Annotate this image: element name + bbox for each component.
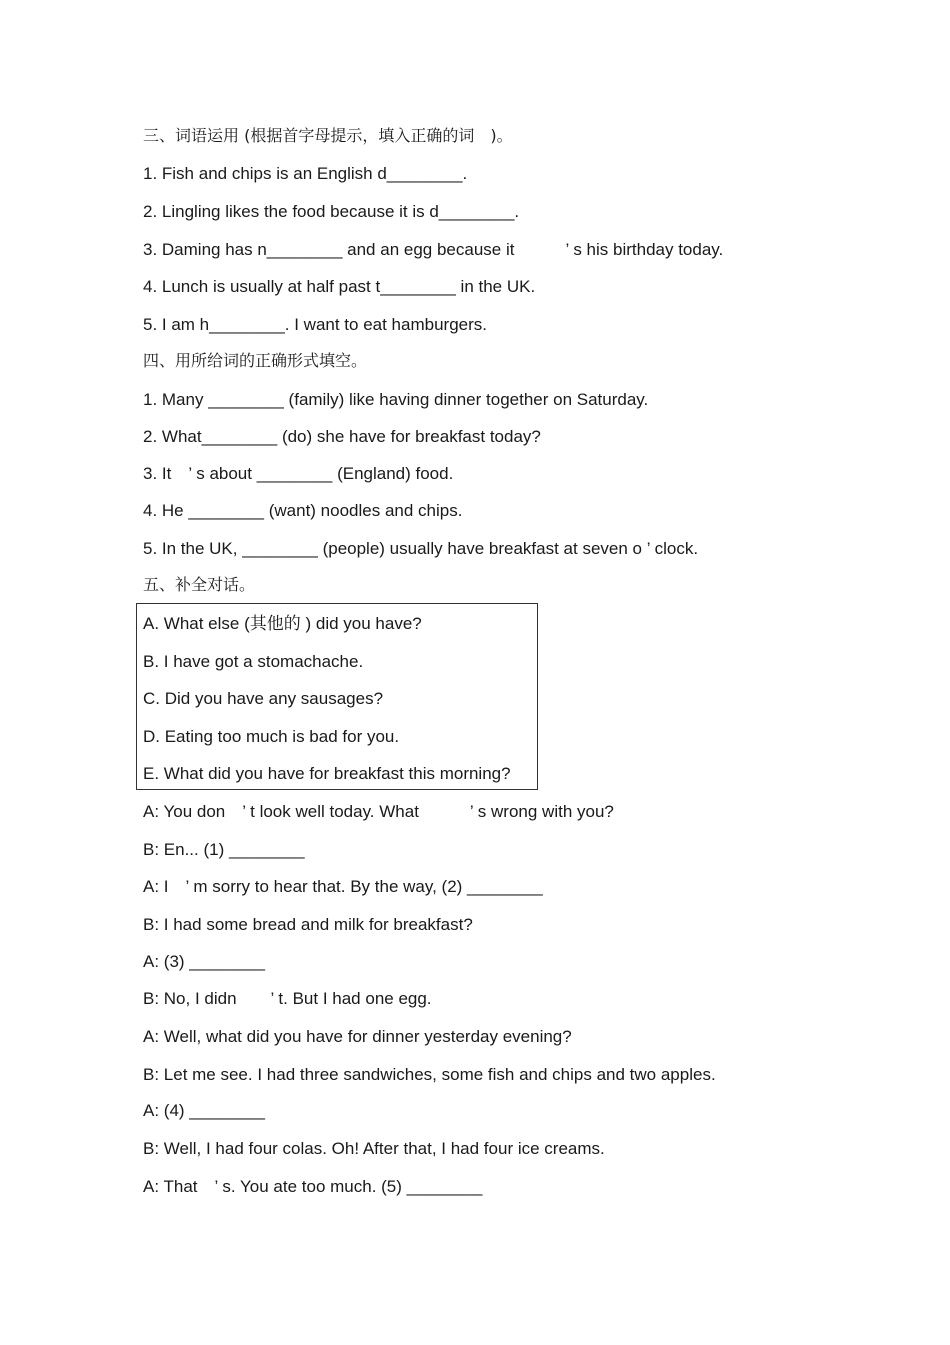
- option-e: E. What did you have for breakfast this morning?: [143, 764, 511, 783]
- dialogue-line-10: B: Well, I had four colas. Oh! After that, I had four ice creams.: [143, 1139, 605, 1158]
- dialogue-line-3: A: I ’ m sorry to hear that. By the way, (2) ________: [143, 877, 543, 896]
- option-d: D. Eating too much is bad for you.: [143, 727, 400, 746]
- dialogue-line-11: A: That ’ s. You ate too much. (5) ________: [143, 1177, 483, 1196]
- dialogue-line-9: A: (4) ________: [143, 1101, 265, 1120]
- dialogue-line-5: A: (3) ________: [143, 952, 265, 971]
- section4-item-3: 3. It ’ s about ________ (England) food.: [143, 464, 454, 483]
- section4-heading: 四、用所给词的正确形式填空。: [143, 351, 368, 370]
- dialogue-line-6: B: No, I didn ’ t. But I had one egg.: [143, 989, 432, 1008]
- dialogue-line-7: A: Well, what did you have for dinner yesterday evening?: [143, 1027, 572, 1046]
- section4-item-2: 2. What________ (do) she have for breakfast today?: [143, 427, 541, 446]
- section3-item-1: 1. Fish and chips is an English d________.: [143, 164, 468, 183]
- section3-heading: 三、词语运用 (根据首字母提示，填入正确的词 )。: [143, 126, 513, 145]
- dialogue-line-8: B: Let me see. I had three sandwiches, some fish and chips and two apples.: [143, 1065, 716, 1084]
- section4-item-4: 4. He ________ (want) noodles and chips.: [143, 501, 463, 520]
- option-c: C. Did you have any sausages?: [143, 689, 384, 708]
- option-a: A. What else (其他的 ) did you have?: [143, 614, 422, 633]
- dialogue-line-4: B: I had some bread and milk for breakfast?: [143, 915, 473, 934]
- option-b: B. I have got a stomachache.: [143, 652, 364, 671]
- dialogue-line-2: B: En... (1) ________: [143, 840, 305, 859]
- section3-item-5: 5. I am h________. I want to eat hamburgers.: [143, 315, 487, 334]
- section5-heading: 五、补全对话。: [143, 575, 256, 594]
- section3-item-2: 2. Lingling likes the food because it is d________.: [143, 202, 520, 221]
- section3-item-4: 4. Lunch is usually at half past t________ in the UK.: [143, 277, 536, 296]
- dialogue-line-1: A: You don ’ t look well today. What ’ s wrong with you?: [143, 802, 614, 821]
- section3-item-3: 3. Daming has n________ and an egg because it ’ s his birthday today.: [143, 240, 724, 259]
- section4-item-1: 1. Many ________ (family) like having dinner together on Saturday.: [143, 390, 649, 409]
- section4-item-5: 5. In the UK, ________ (people) usually have breakfast at seven o ’ clock.: [143, 539, 699, 558]
